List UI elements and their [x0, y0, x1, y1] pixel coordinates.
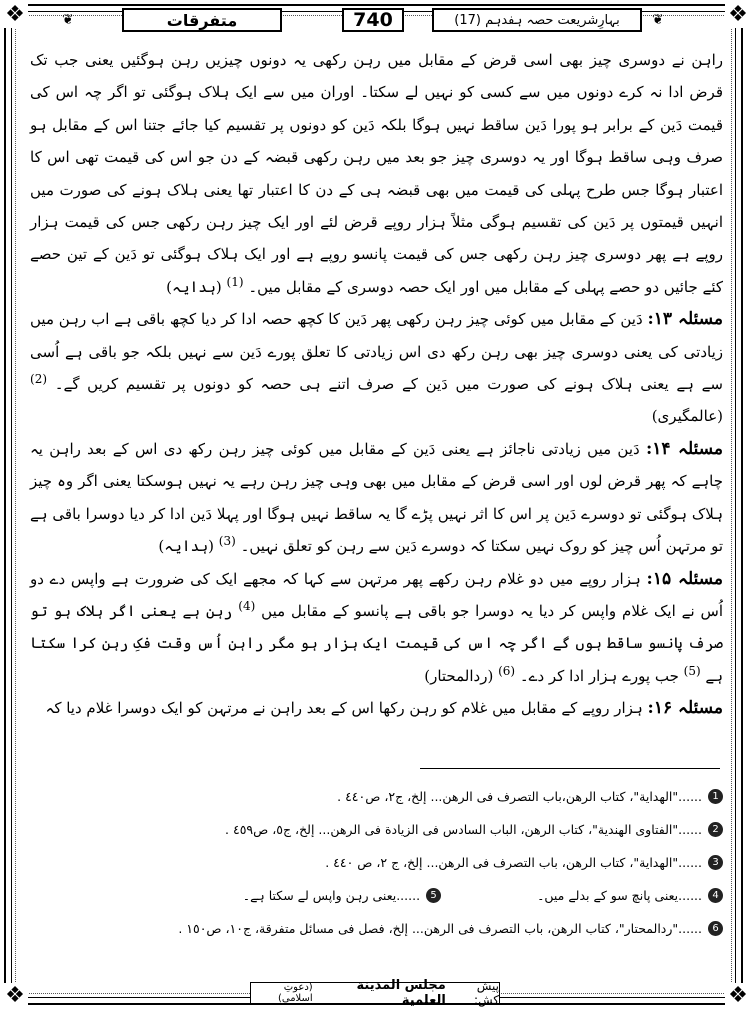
paragraph: مسئلہ ۱۳: دَین کے مقابل میں کوئی چیز رہن رکھی پھر دَین کا کچھ حصہ ادا کر دیا کچھ باقی ہے اب رہن میں زیادتی کی یعنی دوسری چیز بھی رہن رکھ دی اس زیادتی کا تعلق پورے دَین سے نہیں بلکہ جو باقی ہے اُسی سے ہے یعنی ہلاک ہونے کی صورت میں دَین کے صرف اتنے ہی حصہ کو دونوں پر تقسیم کریں گے۔ $^{(2)}$ (عالمگیری) [30, 309, 723, 426]
masala-label: مسئلہ ۱۳: [647, 309, 723, 330]
footnote-ref[interactable]: (5) [683, 663, 701, 678]
corner-ornament-icon: ❖ [2, 2, 28, 28]
publisher-footer [250, 978, 500, 1008]
page-header [22, 6, 731, 36]
flourish-icon: ❦ [652, 12, 664, 28]
masala-label: مسئلہ ۱۵: [646, 568, 723, 589]
footnote-text: ......"الفتاوى الهندية"، كتاب الرهن، الباب السادس فى الزيادة فى الرهن... إلخ، ج٥، ص٤٥٩ . [225, 822, 702, 837]
footnote-number: 1 [708, 789, 723, 804]
paragraph: مسئلہ ۱۶: ہزار روپے کے مقابل میں غلام کو رہن رکھا اس کے بعد راہن نے مرتہن کو ایک دوسرا غلام دیا کہ [45, 698, 723, 719]
flourish-icon: ❦ [62, 12, 74, 28]
footnote-text: ......"الهداية"، كتاب الرهن،باب التصرف فى الرهن... إلخ، ج٢، ص٤٤٠ . [337, 789, 702, 804]
source-citation: (ہدایہ) [158, 537, 215, 556]
footnote-number: 5 [426, 888, 441, 903]
footnote-ref[interactable]: (2) [30, 372, 48, 387]
footnote-ref[interactable]: (1) [226, 274, 244, 289]
footnote-ref[interactable]: (6) [498, 663, 516, 678]
footnote-item [30, 879, 723, 912]
footnote-text: ......"الهداية"، كتاب الرهن، باب التصرف فى الرهن... إلخ، ج ٢، ص ٤٤٠ . [325, 855, 702, 870]
footer-prefix: پیش کش: [473, 979, 499, 1007]
paragraph: راہن نے دوسری چیز بھی اسی قرض کے مقابل میں رہن رکھی یہ دونوں چیزیں رہن ہوگئیں یعنی جب تک قرض ادا نہ کرے دونوں میں سے کسی کو نہیں لے سکتا۔ اوران میں سے ایک ہلاک ہوگئی تو اگر چہ اس کی قیمت دَین کے برابر ہو پورا دَین ساقط نہیں ہوگا بلکہ دَین کو دونوں پر تقسیم کیا جائے جتنا اس کے مقابل ہو صرف وہی ساقط ہوگا اور یہ دوسری چیز جو بعد میں رہن رکھی قبضہ کے دن جو اس کی قیمت تھی اس کا اعتبار ہوگا جس طرح پہلی کی قیمت میں بھی قبضہ ہی کے دن کا اعتبار تھا یعنی ہلاک ہونے کی صورت میں انہیں قیمتوں پر دَین کی تقسیم ہوگی مثلاً ہزار روپے قرض لئے اور ایک چیز رہن رکھی جس کی قیمت ہزار روپے ہے پھر دوسری چیز رہن رکھی جس کی قیمت پانسو روپے ہے اور ایک ہلاک ہوگئی تو دَین کے تین حصے کئے جائیں دو حصے پہلی کے مقابل میں اور ایک حصہ دوسری کے مقابل میں۔ $^{(1)}$ (ہدایہ) [30, 51, 723, 296]
footnote-item [30, 780, 723, 813]
footnote-number: 2 [708, 822, 723, 837]
footnote-item [30, 912, 723, 945]
main-text [30, 44, 723, 725]
paragraph: مسئلہ ۱۴: دَین میں زیادتی ناجائز ہے یعنی دَین کے مقابل میں کوئی چیز رہن رکھ دی اس کے بعد راہن یہ چاہے کہ پھر قرض لوں اور اسی قرض کے مقابل میں بھی وہی چیز رہن رہے یہ نہیں ہوسکتا یعنی اگر وہ چیز ہلاک ہوگئی تو دوسرے دَین پر اس کا اثر نہیں پڑے گا یہ ساقط نہیں ہوگا اور پہلا دَین ادا کر دیا دوسرا باقی ہے تو مرتہن اُس چیز کو روک نہیں سکتا کہ دوسرے دَین سے رہن کو تعلق نہیں۔ $^{(3)}$ (ہدایہ) [30, 438, 723, 556]
footnote-item [30, 846, 723, 879]
footnote-text: ......یعنی پانچ سو کے بدلے میں۔ [537, 888, 702, 903]
book-title: بہارِشریعت حصہ ہفدہم (17) [432, 8, 642, 32]
footnote-separator [420, 768, 720, 769]
source-citation: (ہدایہ) [166, 277, 222, 296]
footnote-pair [243, 888, 441, 903]
footnote-ref[interactable]: (4) [238, 598, 256, 613]
masala-label: مسئلہ ۱۴: [646, 438, 723, 459]
source-citation: (عالمگیری) [651, 407, 723, 426]
footnote-text: ......"ردالمحتار"، كتاب الرهن، باب التصرف فى الرهن... إلخ، فصل فى مسائل متفرقة، ج١٠، ص١٥٠ . [178, 921, 702, 936]
footnote-number: 4 [708, 888, 723, 903]
section-title: متفرقات [122, 8, 282, 32]
publisher-affiliation: (دعوتِ اسلامی) [277, 982, 313, 1004]
corner-ornament-icon: ❖ [725, 983, 751, 1009]
footnote-number: 6 [708, 921, 723, 936]
paragraph: مسئلہ ۱۵: ہزار روپے میں دو غلام رہن رکھے پھر مرتہن سے کہا کہ مجھے ایک کی ضرورت ہے واپس دے دو اُس نے ایک غلام واپس کر دیا یہ دوسرا جو باقی ہے پانسو کے مقابل میں $^{(4)}$ رہن ہے یعنی اگر ہلاک ہو تو صرف پانسو ساقط ہوں گے اگر چہ اس کی قیمت ایک ہزار ہو مگر راہن اُس وقت فکِ رہن کرا سکتا ہے $^{(5)}$ جب پورے ہزار ادا کر دے۔ $^{(6)}$ (ردالمحتار) [30, 568, 723, 685]
footnote-pair [537, 888, 723, 903]
corner-ornament-icon: ❖ [2, 983, 28, 1009]
footnote-text: ......یعنی رہن واپس لے سکتا ہے۔ [242, 888, 421, 903]
footnote-number: 3 [708, 855, 723, 870]
footnote-ref[interactable]: (3) [218, 534, 236, 549]
page-number: 740 [342, 8, 404, 32]
footnotes [30, 780, 723, 945]
masala-label: مسئلہ ۱۶: [647, 698, 723, 719]
footnote-item [30, 813, 723, 846]
source-citation: (ردالمحتار) [424, 666, 494, 685]
corner-ornament-icon: ❖ [725, 2, 751, 28]
publisher-name: مجلس المدينة العلمية [356, 978, 446, 1008]
